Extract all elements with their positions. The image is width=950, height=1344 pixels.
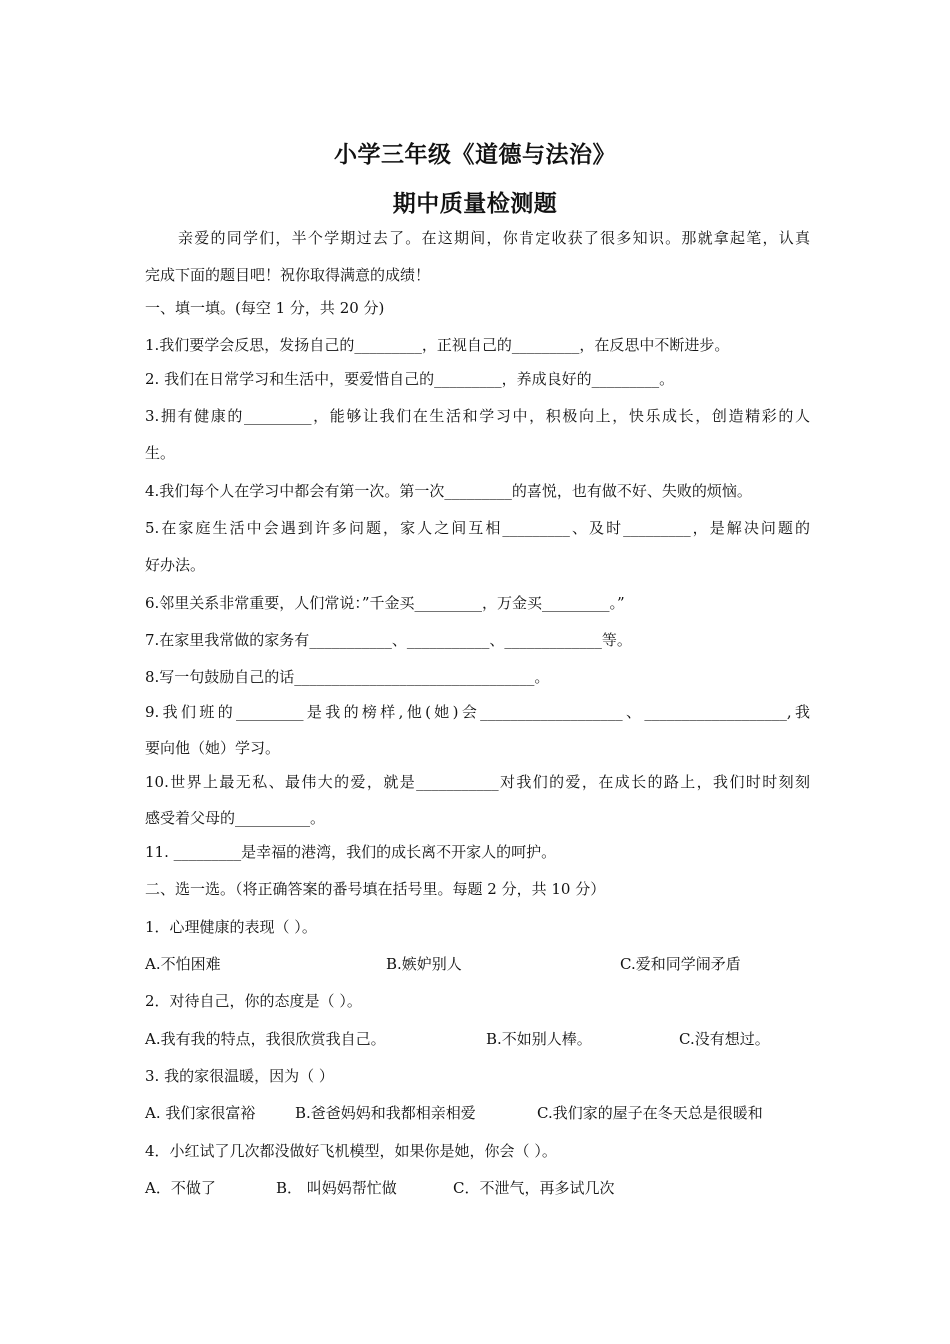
s2-q4-option-b: B． 叫妈妈帮忙做 xyxy=(276,1179,397,1197)
s2-q2-option-a: A.我有我的特点，我很欣赏我自己。 xyxy=(145,1030,386,1048)
s2-q4-option-a: A．不做了 xyxy=(145,1179,216,1197)
s1-question-10-line-1: 10.世界上最无私、最伟大的爱，就是___________对我们的爱，在成长的路上，我们时时刻刻 xyxy=(145,773,810,791)
s2-question-2: 2．对待自己，你的态度是（ ）。 xyxy=(145,992,362,1010)
s1-question-9-line-1: 9.我们班的_________是我的榜样,他(她)会___________________、___________________,我 xyxy=(145,703,810,721)
s1-question-6: 6.邻里关系非常重要，人们常说：”千金买_________，万金买_________。” xyxy=(145,594,625,612)
s1-question-11: 11. _________是幸福的港湾，我们的成长离不开家人的呵护。 xyxy=(145,843,557,861)
s1-question-5-line-2: 好办法。 xyxy=(145,556,206,574)
s2-question-4: 4．小红试了几次都没做好飞机模型，如果你是她，你会（ ）。 xyxy=(145,1142,557,1160)
s2-q3-option-a: A. 我们家很富裕 xyxy=(145,1104,256,1122)
s1-question-2: 2. 我们在日常学习和生活中，要爱惜自己的_________，养成良好的_________。 xyxy=(145,370,675,388)
s2-q4-option-c: C．不泄气，再多试几次 xyxy=(453,1179,615,1197)
s1-question-4: 4.我们每个人在学习中都会有第一次。第一次_________的喜悦，也有做不好、失败的烦恼。 xyxy=(145,482,752,500)
s1-question-9-line-2: 要向他（她）学习。 xyxy=(145,739,281,757)
s1-question-8: 8.写一句鼓励自己的话________________________________。 xyxy=(145,668,550,686)
s2-q3-option-b: B.爸爸妈妈和我都相亲相爱 xyxy=(295,1104,476,1122)
s2-q3-option-c: C.我们家的屋子在冬天总是很暖和 xyxy=(537,1104,763,1122)
exam-subtitle: 期中质量检测题 xyxy=(392,191,558,217)
section1-heading: 一、填一填。(每空 1 分，共 20 分) xyxy=(145,299,385,317)
s1-question-1: 1.我们要学会反思，发扬自己的_________，正视自己的_________，在反思中不断进步。 xyxy=(145,336,730,354)
s1-question-5-line-1: 5.在家庭生活中会遇到许多问题，家人之间互相_________、及时_________，是解决问题的 xyxy=(145,519,810,537)
s2-q1-option-c: C.爱和同学闹矛盾 xyxy=(620,955,741,973)
s2-q2-option-b: B.不如别人棒。 xyxy=(486,1030,592,1048)
s2-question-1: 1．心理健康的表现（ ）。 xyxy=(145,918,317,936)
s2-q2-option-c: C.没有想过。 xyxy=(679,1030,770,1048)
s1-question-7: 7.在家里我常做的家务有___________、___________、_____________等。 xyxy=(145,631,632,649)
intro-line-1: 亲爱的同学们，半个学期过去了。在这期间，你肯定收获了很多知识。那就拿起笔，认真 xyxy=(178,229,810,247)
intro-line-2: 完成下面的题目吧！祝你取得满意的成绩！ xyxy=(145,266,431,284)
s2-q1-option-a: A.不怕困难 xyxy=(145,955,221,973)
exam-title: 小学三年级《道德与法治》 xyxy=(334,142,616,168)
s1-question-3-line-1: 3.拥有健康的_________，能够让我们在生活和学习中，积极向上，快乐成长，创造精彩的人 xyxy=(145,407,810,425)
s1-question-3-line-2: 生。 xyxy=(145,444,176,462)
s2-question-3: 3. 我的家很温暖，因为（ ） xyxy=(145,1067,334,1085)
s1-question-10-line-2: 感受着父母的__________。 xyxy=(145,809,326,827)
section2-heading: 二、选一选。（将正确答案的番号填在括号里。每题 2 分，共 10 分） xyxy=(145,880,606,898)
s2-q1-option-b: B.嫉妒别人 xyxy=(386,955,462,973)
